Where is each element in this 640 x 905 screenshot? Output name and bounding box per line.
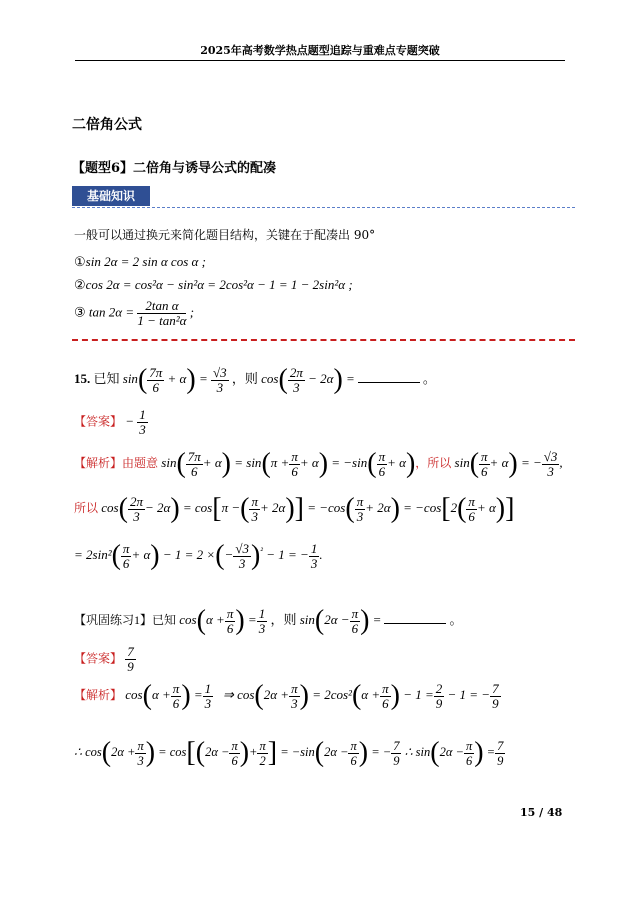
problem-15-answer: 【答案】 − $\frac{1}{3}$ — [74, 407, 146, 437]
practice-1-solution-line-2: ∴ cos(2α + $\frac{\pi}{3}$ ) = cos[(2α − $\frac{\pi}{6}$ )+ $\frac{\pi}{2}$ ] = −sin(2α − $\frac{\pi}{6}$ ) = − $\frac{7}{9}$ ∴ sin(2α − $\frac{\pi}{6}$ ) = $\frac{7}{9}$ — [74, 737, 504, 768]
formula-3: ③ tan 2α = $\frac{\text{2tan α}}{\text{1 − tan²α}}$ ; — [74, 298, 195, 328]
practice-1-question: 【巩固练习1】已知 cos(α + $\frac{\pi}{6}$ ) = $\frac{1}{3}$ ，则 sin(2α − $\frac{\pi}{6}$ ) = 。 — [74, 605, 463, 636]
knowledge-tag: 基础知识 — [72, 186, 150, 206]
problem-15-solution-line-2: 所以 cos( $\frac{2\pi}{3}$ − 2α) = cos[π −( $\frac{\pi}{3}$ + 2α)] = −cos( $\frac{\pi}{3}$ + 2α) = −cos[2( $\frac{\pi}{6}$ + α)] — [74, 493, 515, 524]
knowledge-intro: 一般可以通过换元来简化题目结构，关键在于配凑出 90° — [74, 228, 376, 242]
practice-1-solution-line-1: 【解析】 cos(α + $\frac{\pi}{6}$ ) = $\frac{1}{3}$ ⇒ cos(2α + $\frac{\pi}{3}$ ) = 2cos²(α + $\frac{\pi}{6}$ ) − 1 = $\frac{2}{9}$ − 1 = − $\frac{7}{9}$ — [74, 680, 499, 711]
answer-blank — [384, 623, 446, 624]
problem-15-solution-line-1: 【解析】由题意 sin( $\frac{7\pi}{6}$ + α) = sin(π + $\frac{\pi}{6}$ + α) = −sin( $\frac{\pi}{6}$ + α)，所以 sin( $\frac{\pi}{6}$ + α) = − $\frac{√3}{3}$ , — [74, 448, 563, 479]
page-number: 15 / 48 — [520, 806, 563, 819]
header-rule — [75, 60, 565, 61]
answer-blank — [358, 382, 420, 383]
practice-1-answer: 【答案】 $\frac{7}{9}$ — [74, 644, 134, 674]
question-type-title: 【题型6】二倍角与诱导公式的配凑 — [72, 161, 277, 176]
section-title: 二倍角公式 — [72, 117, 142, 133]
problem-15-solution-line-3: = 2sin²( $\frac{\pi}{6}$ + α) − 1 = 2 ×(− $\frac{√3}{3}$ )$^{^2}$ − 1 = − $\frac{1}{3}$ . — [74, 540, 323, 571]
problem-15-question: 15. 已知 sin( $\frac{7\pi}{6}$ + α) = $\frac{√3}{3}$ ，则 cos( $\frac{2\pi}{3}$ − 2α) = 。 — [74, 364, 436, 395]
formula-1: ①sin 2α = 2 sin α cos α ; — [74, 254, 206, 269]
knowledge-divider — [72, 207, 575, 208]
page-header: 2025年高考数学热点题型追踪与重难点专题突破 — [200, 44, 440, 57]
section-separator — [72, 339, 575, 341]
formula-2: ②cos 2α = cos²α − sin²α = 2cos²α − 1 = 1 − 2sin²α ; — [74, 277, 353, 292]
